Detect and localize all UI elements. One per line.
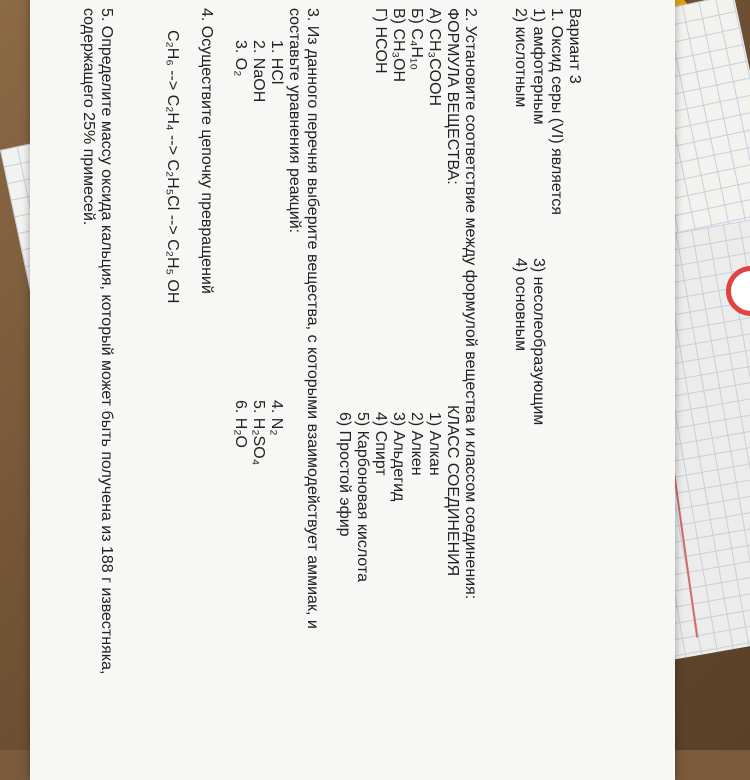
q2-formula-c: В) CH₃OH — [390, 8, 407, 83]
q1-option-3: 3) несолеобразующим — [530, 258, 547, 426]
q3-item-4: 4. N₂ — [268, 400, 285, 436]
q2-class-4: 4) Спирт — [372, 412, 389, 476]
q1-option-2: 2) кислотным — [512, 8, 529, 108]
q3-item-5: 5. H₂SO₄ — [250, 400, 267, 466]
q2-class-2: 2) Алкен — [408, 412, 425, 476]
q3-item-6: 6. H₂O — [232, 400, 249, 448]
q4-question: 4. Осуществите цепочку превращений — [198, 8, 215, 294]
q2-class-5: 5) Карбоновая кислота — [354, 412, 371, 582]
q2-left-header: ФОРМУЛА ВЕЩЕСТВА: — [444, 8, 461, 185]
variant-title: Вариант 3 — [566, 8, 583, 84]
q2-formula-d: Г) HCOH — [372, 8, 389, 74]
q2-formula-a: А) CH₃COOH — [426, 8, 443, 107]
q4-chain: C₂H₆ --> C₂H₄ --> C₂H₅Cl --> C₂H₅ OH — [164, 30, 181, 304]
worksheet-content — [34, 0, 584, 740]
q2-class-3: 3) Альдегид — [390, 412, 407, 502]
q3-item-3: 3. O₂ — [232, 40, 249, 77]
q2-right-header: КЛАСС СОЕДИНЕНИЯ — [444, 405, 461, 577]
q5-line2: содержащего 25% примесей. — [80, 8, 97, 226]
q1-option-1: 1) амфотерным — [530, 8, 547, 125]
q3-item-1: 1. HCl — [268, 40, 285, 85]
q1-question: 1. Оксид серы (VI) является — [548, 8, 565, 216]
q2-class-1: 1) Алкан — [426, 412, 443, 476]
q3-question-line2: составьте уравнения реакций: — [286, 8, 303, 234]
q3-question-line1: 3. Из данного перечня выберите вещества, с которыми взаимодействует аммиак, и — [304, 8, 321, 629]
q3-item-2: 2. NaOH — [250, 40, 267, 103]
q2-class-6: 6) Простой эфир — [336, 412, 353, 537]
q2-question: 2. Установите соответствие между формулой вещества и классом соединения: — [462, 8, 479, 600]
q2-formula-b: Б) C₄H₁₀ — [408, 8, 425, 70]
q5-line1: 5. Определите массу оксида кальция, который может быть получена из 188 г известняка, — [98, 8, 115, 675]
q1-option-4: 4) основным — [512, 258, 529, 352]
